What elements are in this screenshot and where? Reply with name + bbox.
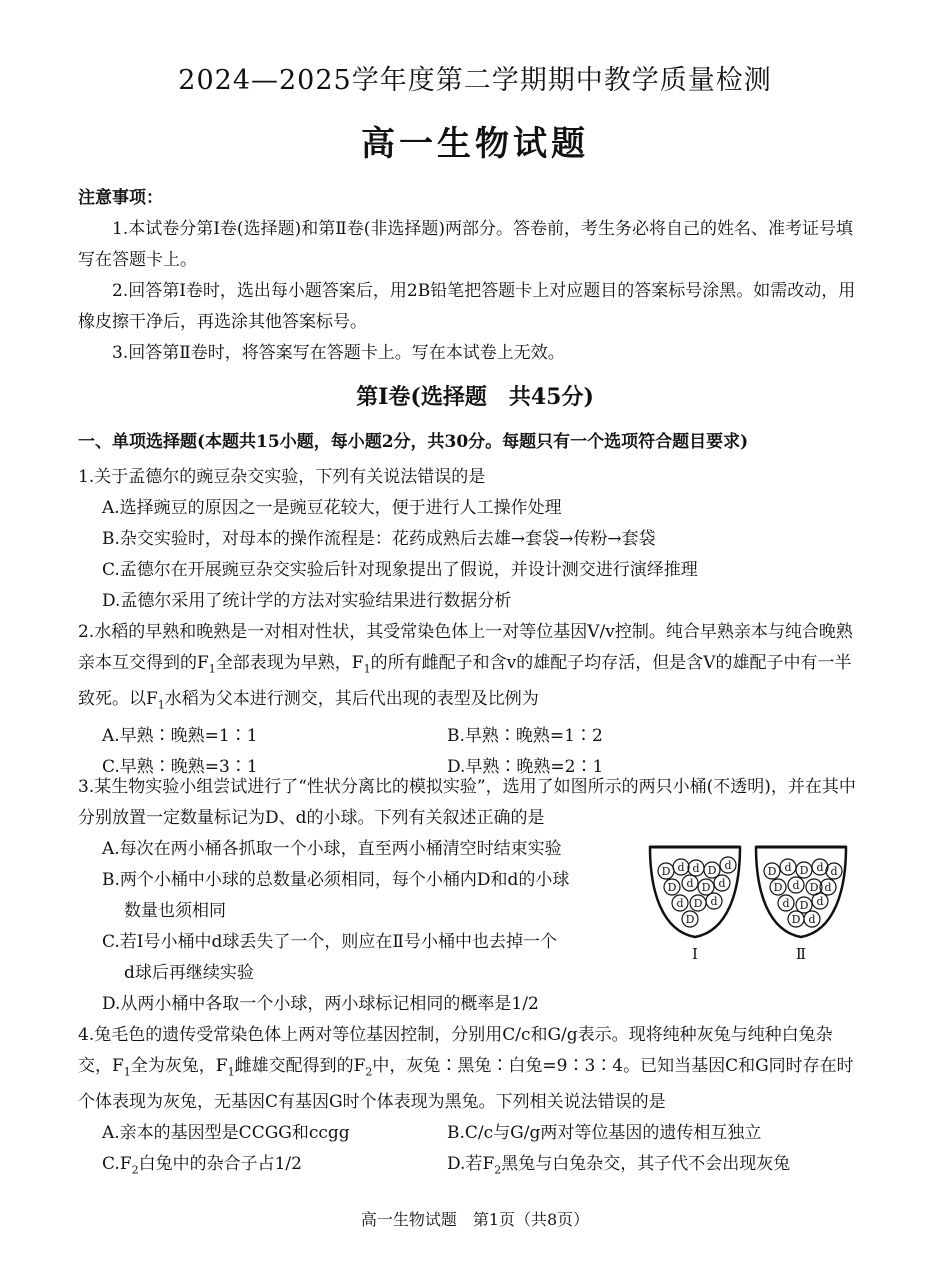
question-stem: 1.关于孟德尔的豌豆杂交实验，下列有关说法错误的是	[78, 467, 486, 487]
bucket-figure	[648, 843, 856, 963]
section-heading: 一、单项选择题(本题共15小题，每小题2分，共30分。每题只有一个选项符合题目要求)	[78, 432, 749, 452]
page-footer: 高一生物试题 第1页（共8页）	[360, 1210, 590, 1229]
ball-label: D	[799, 864, 809, 877]
option-row	[78, 721, 858, 752]
ball-label: d	[724, 859, 732, 872]
options	[78, 834, 638, 1020]
option-d: D.若$F_2$黑兔与白兔杂交，其子代不会出现灰兔	[447, 1154, 791, 1177]
ball-label: D	[667, 881, 677, 894]
question-stem: 3.某生物实验小组尝试进行了“性状分离比的模拟实验”，选用了如图所示的两只小桶(不透明)，并在其中分别放置一定数量标记为D、d的小球。下列有关叙述正确的是	[78, 777, 856, 828]
question-1	[78, 462, 858, 617]
option-b-continued: 数量也须相同	[124, 901, 226, 921]
option-c: $C.F_2$白兔中的杂合子占1/2	[102, 1154, 302, 1177]
ball-label: D	[685, 913, 695, 926]
ball-label: D	[791, 913, 801, 926]
ball-label: d	[710, 895, 718, 908]
question-stem: 4.兔毛色的遗传受常染色体上两对等位基因控制，分别用C/c和G/g表示。现将纯种灰兔与纯种白兔杂交，$F_1$全为灰兔，$F_1$雌雄交配得到的$F_2$中，灰兔∶黑兔∶白兔=9∶3∶4。已知当基因C和G同时存在时个体表现为灰兔，无基因C有基因G时个体表现为黑兔。下列相关说法错误的是	[78, 1025, 854, 1113]
ball-label: d	[792, 879, 800, 892]
ball-label: d	[677, 861, 685, 874]
ball-label: d	[824, 881, 832, 894]
question-stem: 2.水稻的早熟和晚熟是一对相对性状，其受常染色体上一对等位基因V/v控制。纯合早熟亲本与纯合晚熟亲本互交得到的$F_1$全部表现为早熟，$F_1$的所有雌配子和含v的雄配子均存活，但是含V的雄配子中有一半致死。以$F_1$水稻为父本进行测交，其后代出现的表型及比例为	[78, 622, 853, 712]
question-2	[78, 617, 858, 783]
ball-label: d	[808, 913, 816, 926]
option-d: D.从两小桶中各取一个小球，两小球标记相同的概率是1/2	[102, 994, 539, 1014]
option-b: B.杂交实验时，对母本的操作流程是：花药成熟后去雄→套袋→传粉→套袋	[102, 529, 656, 549]
notes-item-1: 1.本试卷分第Ⅰ卷(选择题)和第Ⅱ卷(非选择题)两部分。答卷前，考生务必将自己的姓名、准考证号填写在答题卡上。	[78, 219, 854, 270]
notes-item-3: 3.回答第Ⅱ卷时，将答案写在答题卡上。写在本试卷上无效。	[112, 343, 565, 363]
notes-heading: 注意事项：	[78, 188, 163, 208]
option-a: A.每次在两小桶各抓取一个小球，直至两小桶清空时结束实验	[102, 839, 562, 859]
bucket-2-label: Ⅱ	[795, 945, 807, 963]
ball-label: d	[686, 877, 694, 890]
ball-label: d	[830, 865, 838, 878]
option-a: A.选择豌豆的原因之一是豌豆花较大，便于进行人工操作处理	[102, 498, 562, 518]
option-c-continued: d球后再继续实验	[124, 963, 254, 983]
option-d: D.孟德尔采用了统计学的方法对实验结果进行数据分析	[102, 591, 512, 611]
notes-item-2: 2.回答第Ⅰ卷时，选出每小题答案后，用2B铅笔把答题卡上对应题目的答案标号涂黑。如需改动，用橡皮擦干净后，再选涂其他答案标号。	[78, 281, 856, 332]
ball-label: D	[767, 865, 777, 878]
ball-label: d	[692, 862, 700, 875]
ball-label: D	[707, 864, 717, 877]
ball-label: d	[676, 897, 684, 910]
bucket-1-label: Ⅰ	[692, 945, 698, 963]
option-b: B.C/c与G/g两对等位基因的遗传相互独立	[447, 1123, 762, 1144]
ball-label: D	[799, 899, 809, 912]
option-row	[78, 1118, 858, 1149]
option-a: A.早熟∶晚熟=1∶1	[102, 725, 258, 746]
ball-label: d	[816, 895, 824, 908]
subject-title: 高一生物试题	[361, 124, 589, 164]
notes-section	[78, 183, 858, 369]
option-c: C.早熟∶晚熟=3∶1	[102, 756, 258, 777]
ball-label: d	[816, 861, 824, 874]
ball-label: D	[701, 881, 711, 894]
option-row	[78, 1149, 858, 1185]
option-d: D.早熟∶晚熟=2∶1	[447, 756, 604, 777]
ball-label: D	[773, 881, 783, 894]
option-c: C.若Ⅰ号小桶中d球丢失了一个，则应在Ⅱ号小桶中也去掉一个	[102, 932, 557, 952]
question-4	[78, 1020, 858, 1186]
bucket-2	[756, 847, 846, 937]
ball-label: D	[693, 897, 703, 910]
option-a: A.亲本的基因型是CCGG和ccgg	[102, 1123, 350, 1144]
ball-label: D	[809, 881, 819, 894]
option-b: B.两个小桶中小球的总数量必须相同，每个小桶内D和d的小球	[102, 870, 570, 890]
option-c: C.孟德尔在开展豌豆杂交实验后针对现象提出了假说，并设计测交进行演绎推理	[102, 560, 698, 580]
option-b: B.早熟∶晚熟=1∶2	[447, 725, 603, 746]
part1-title: 第Ⅰ卷(选择题 共45分)	[356, 384, 594, 410]
exam-title: 2024—2025学年度第二学期期中教学质量检测	[178, 65, 772, 96]
ball-label: D	[661, 865, 671, 878]
ball-label: d	[784, 861, 792, 874]
ball-label: d	[718, 877, 726, 890]
ball-label: d	[782, 897, 790, 910]
